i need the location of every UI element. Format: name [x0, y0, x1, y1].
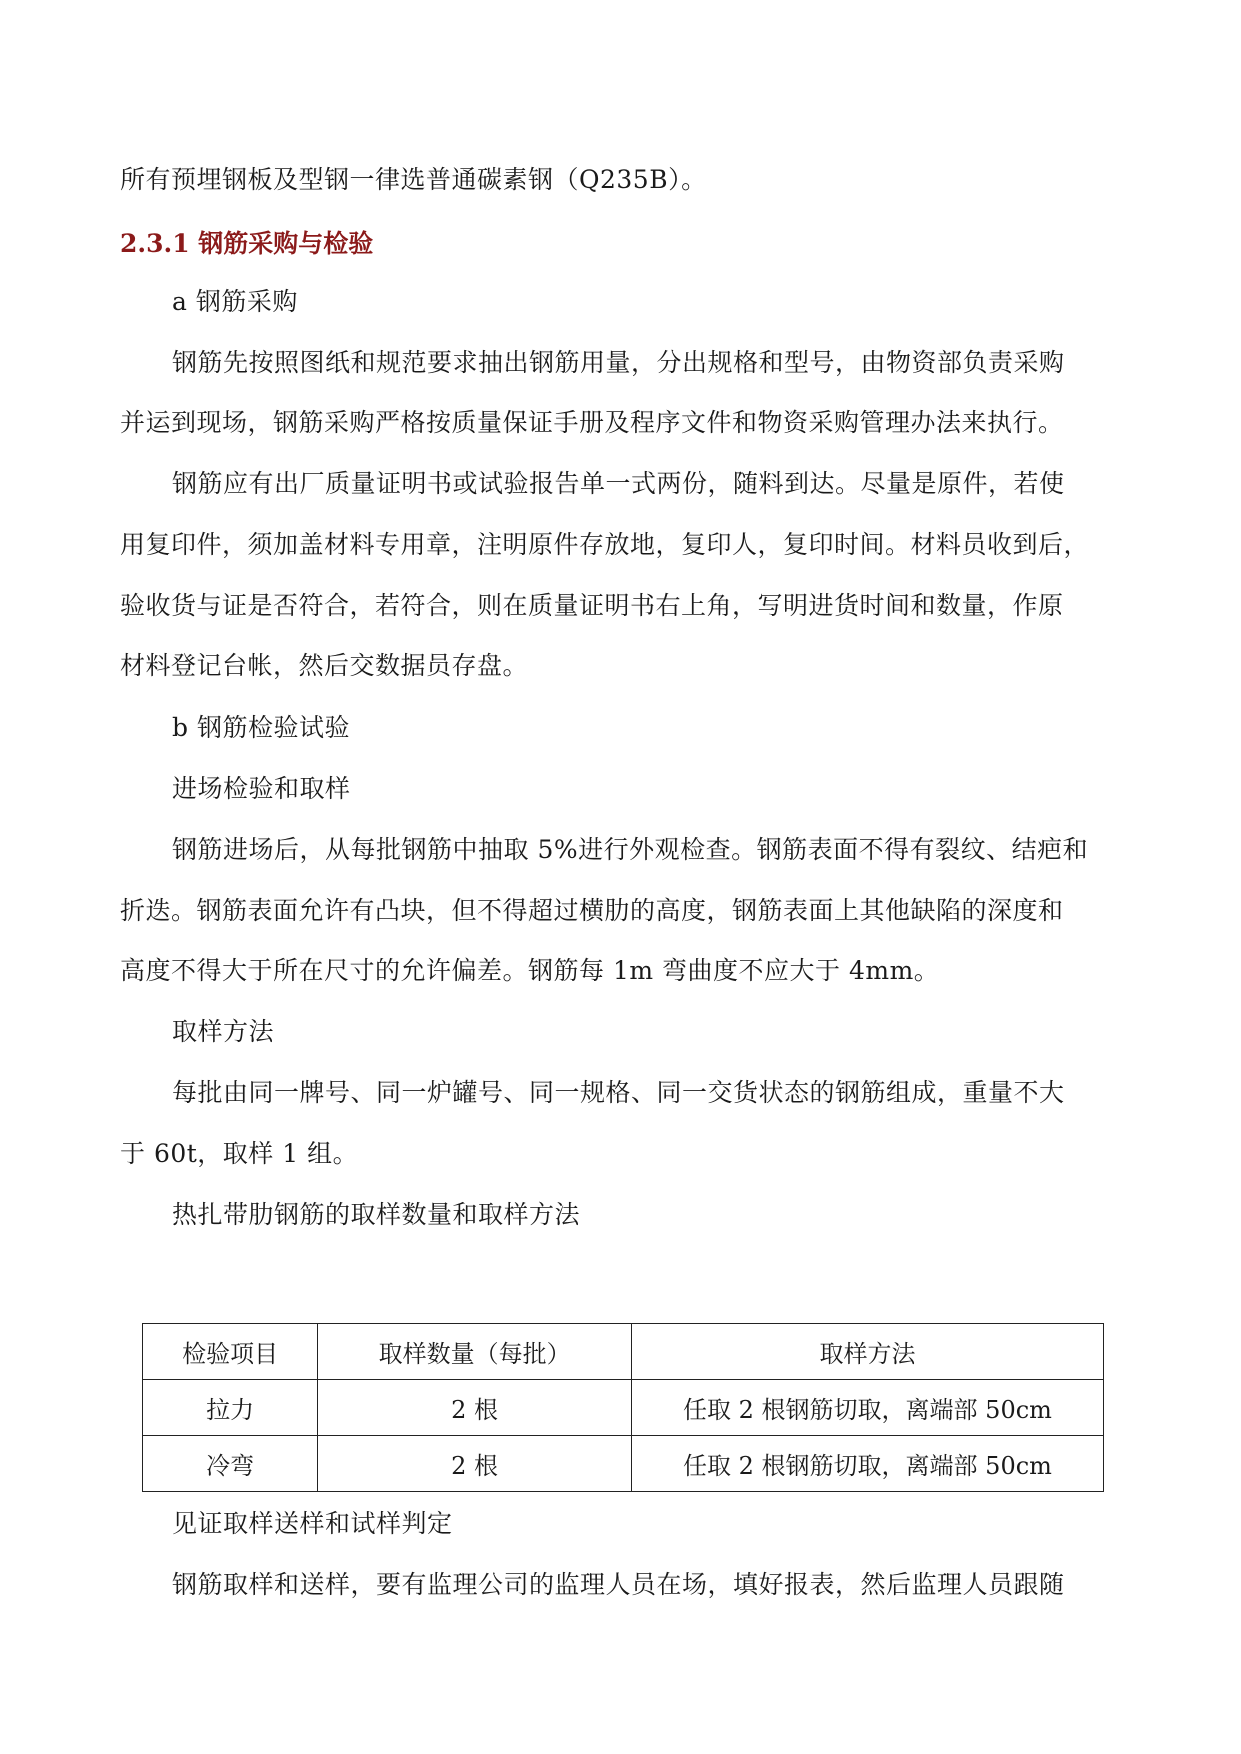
- subsection-title: b 钢筋检验试验: [172, 713, 350, 742]
- paragraph-line: 验收货与证是否符合，若符合，则在质量证明书右上角，写明进货时间和数量，作原: [120, 591, 1064, 620]
- table-row: [143, 1380, 1104, 1436]
- subsection-title: a 钢筋采购: [172, 287, 298, 316]
- table-header-cell: 取样数量（每批）: [318, 1324, 632, 1380]
- subsection-title: 取样方法: [172, 1017, 275, 1046]
- paragraph-line: 并运到现场，钢筋采购严格按质量保证手册及程序文件和物资采购管理办法来执行。: [120, 408, 1064, 437]
- subsection-title: 进场检验和取样: [172, 774, 351, 803]
- table-cell: 冷弯: [143, 1436, 318, 1492]
- paragraph-line: 所有预埋钢板及型钢一律选普通碳素钢（Q235B）。: [120, 165, 707, 194]
- paragraph-line: 钢筋应有出厂质量证明书或试验报告单一式两份，随料到达。尽量是原件，若使: [172, 469, 1065, 498]
- table-cell: 任取 2 根钢筋切取，离端部 50cm: [631, 1380, 1103, 1436]
- paragraph-line: 钢筋取样和送样，要有监理公司的监理人员在场，填好报表，然后监理人员跟随: [172, 1570, 1065, 1599]
- sampling-table: [142, 1323, 1104, 1492]
- paragraph-line: 钢筋先按照图纸和规范要求抽出钢筋用量，分出规格和型号，由物资部负责采购: [172, 348, 1065, 377]
- table-caption: 热扎带肋钢筋的取样数量和取样方法: [172, 1200, 581, 1229]
- table-row: [143, 1436, 1104, 1492]
- paragraph-line: 折迭。钢筋表面允许有凸块，但不得超过横肋的高度，钢筋表面上其他缺陷的深度和: [120, 896, 1064, 925]
- paragraph-line: 每批由同一牌号、同一炉罐号、同一规格、同一交货状态的钢筋组成，重量不大: [172, 1078, 1065, 1107]
- table-header-cell: 检验项目: [143, 1324, 318, 1380]
- table-cell: 2 根: [318, 1380, 632, 1436]
- table-cell: 拉力: [143, 1380, 318, 1436]
- table-cell: 任取 2 根钢筋切取，离端部 50cm: [631, 1436, 1103, 1492]
- subsection-title: 见证取样送样和试样判定: [172, 1509, 453, 1538]
- table-header-row: [143, 1324, 1104, 1380]
- table-cell: 2 根: [318, 1436, 632, 1492]
- section-heading: 2.3.1 钢筋采购与检验: [120, 229, 374, 258]
- paragraph-line: 高度不得大于所在尺寸的允许偏差。钢筋每 1m 弯曲度不应大于 4mm。: [120, 956, 940, 985]
- paragraph-line: 钢筋进场后，从每批钢筋中抽取 5%进行外观检查。钢筋表面不得有裂纹、结疤和: [172, 835, 1089, 864]
- table-header-cell: 取样方法: [631, 1324, 1103, 1380]
- paragraph-line: 材料登记台帐，然后交数据员存盘。: [120, 651, 529, 680]
- paragraph-line: 于 60t，取样 1 组。: [120, 1139, 359, 1168]
- paragraph-line: 用复印件，须加盖材料专用章，注明原件存放地，复印人，复印时间。材料员收到后，: [120, 530, 1090, 559]
